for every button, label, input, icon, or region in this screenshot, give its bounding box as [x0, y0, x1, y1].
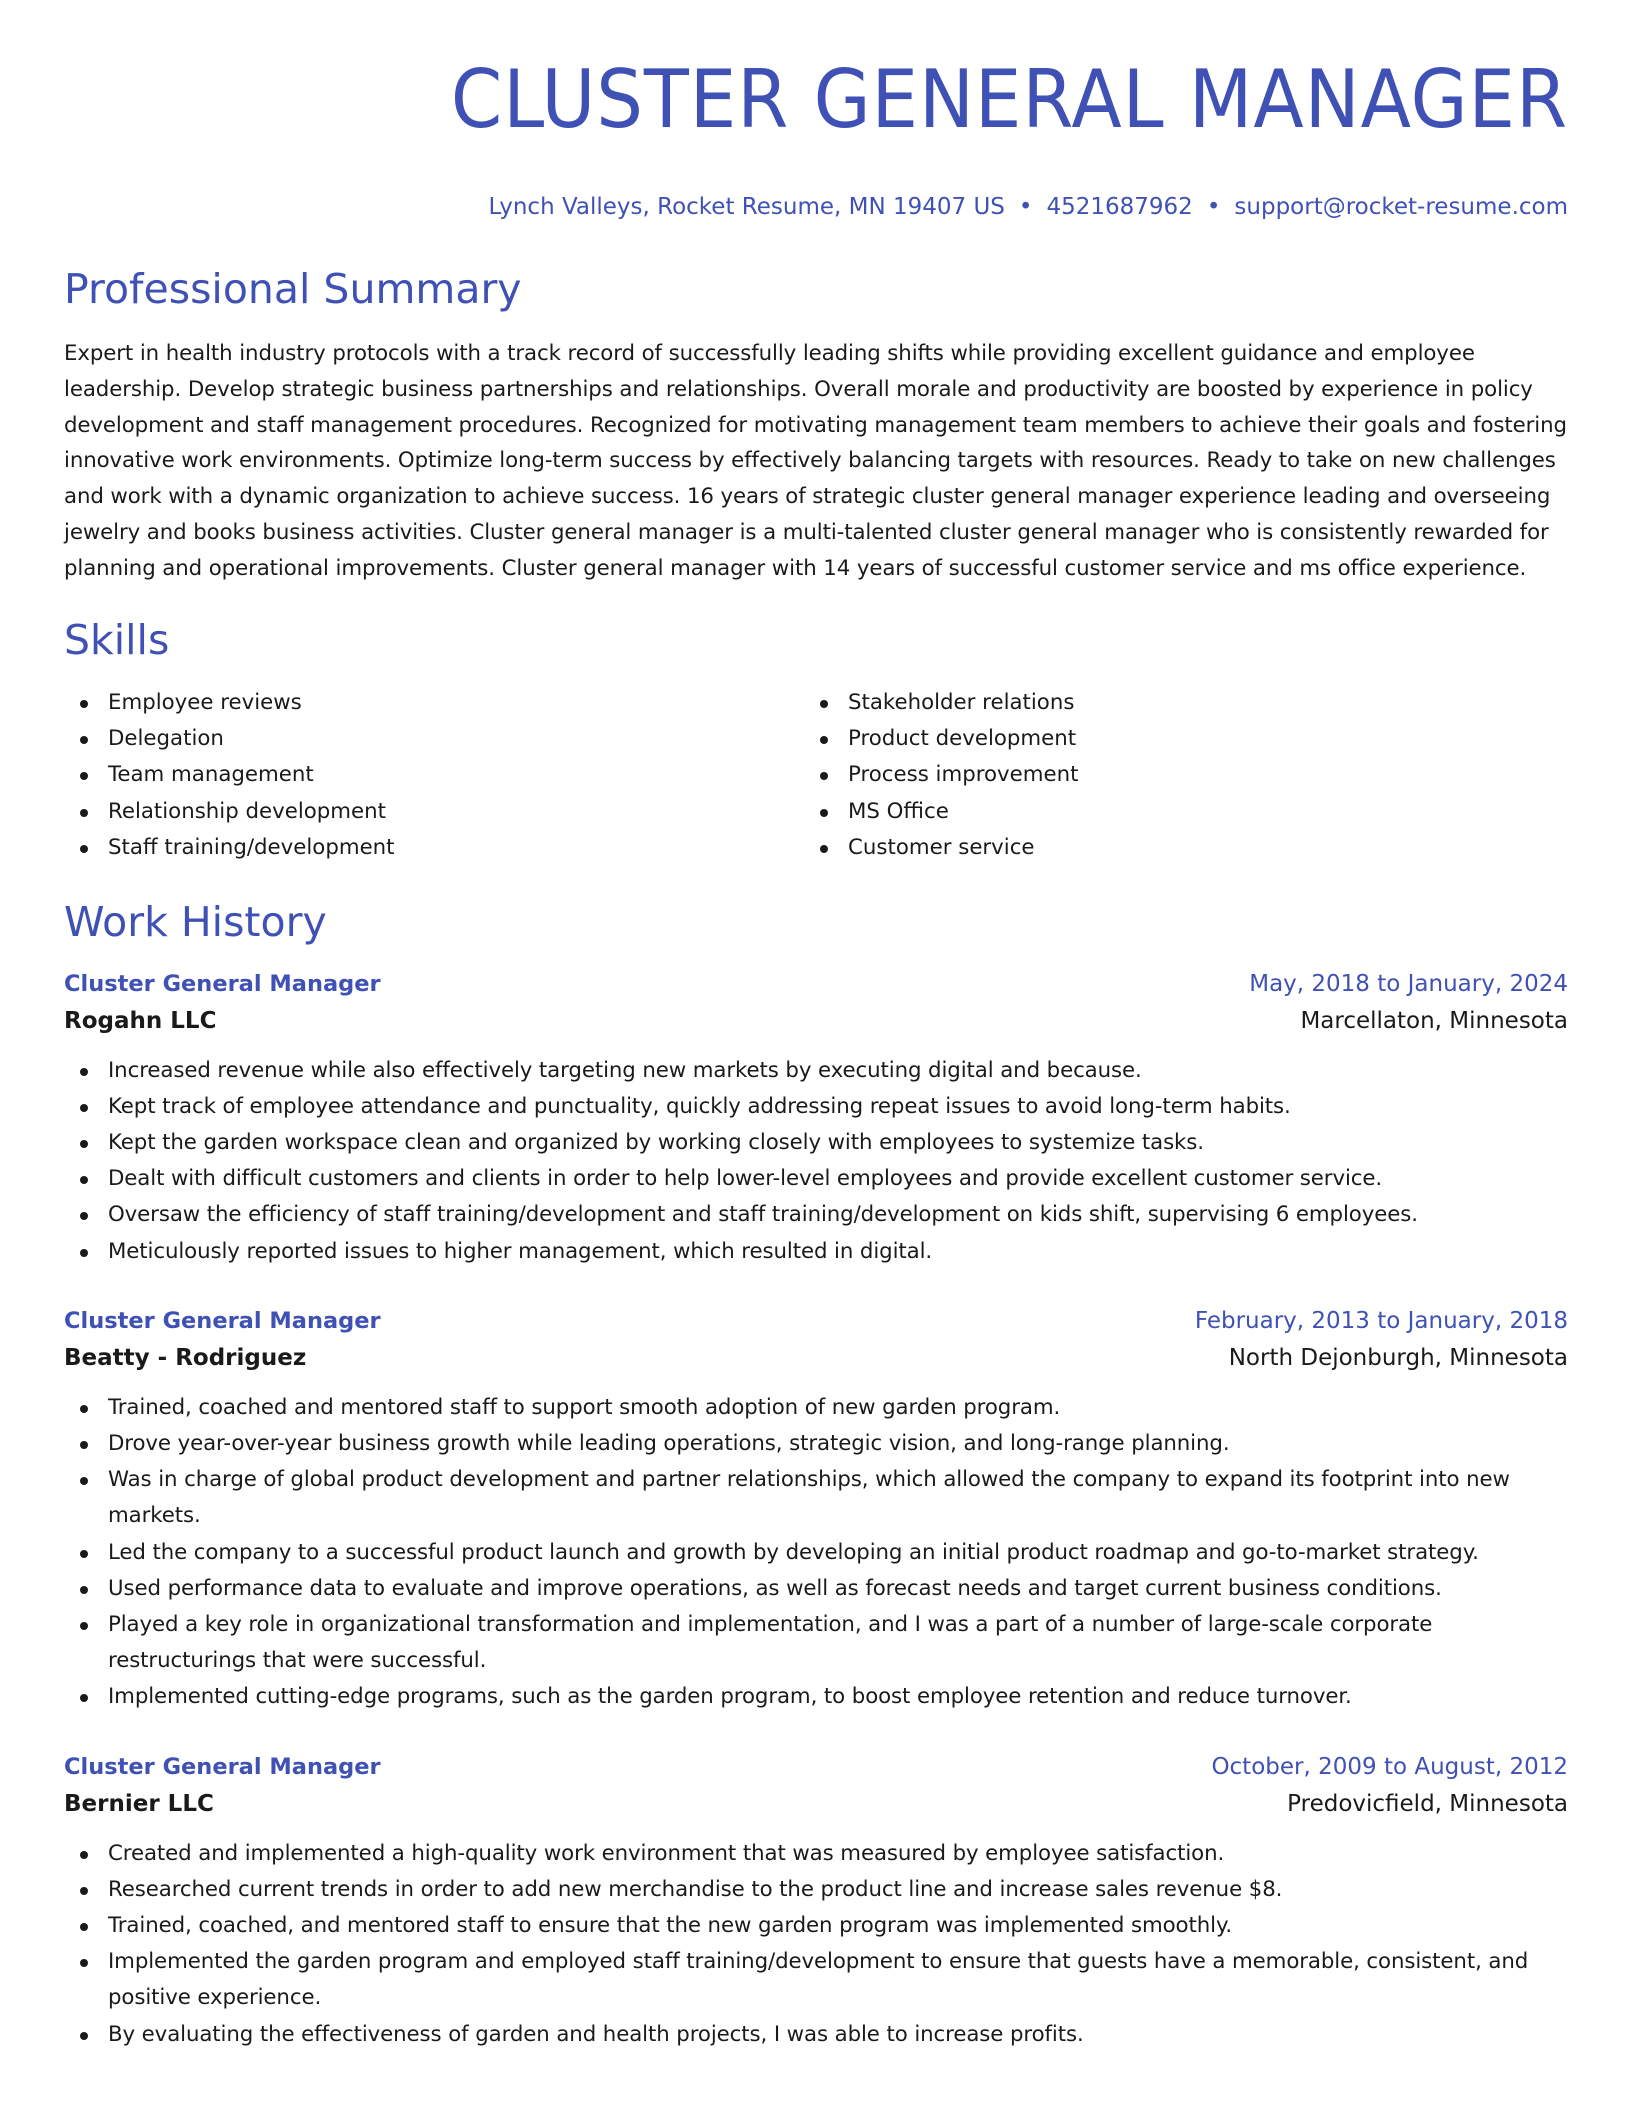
duty-item: Meticulously reported issues to higher management, which resulted in digital.: [64, 1234, 1568, 1270]
duty-item: Kept track of employee attendance and punctuality, quickly addressing repeat issues to avoid long-term habits.: [64, 1089, 1568, 1125]
contact-separator: •: [1206, 194, 1221, 220]
bullet-icon: [820, 700, 828, 708]
bullet-icon: [80, 736, 88, 744]
job-duties: [64, 1390, 1568, 1716]
bullet-icon: [80, 1622, 88, 1630]
duty-item: Dealt with difficult customers and clients in order to help lower-level employees and provide excellent customer service.: [64, 1161, 1568, 1197]
skill-item: Delegation: [64, 721, 804, 757]
duty-item: Implemented the garden program and employed staff training/development to ensure that guests have a memorable, consistent, and positive experience.: [64, 1944, 1568, 2016]
duty-item: Trained, coached, and mentored staff to ensure that the new garden program was implemented smoothly.: [64, 1908, 1568, 1944]
bullet-icon: [80, 1212, 88, 1220]
bullet-icon: [80, 1405, 88, 1413]
skills-column-left: [64, 685, 804, 867]
duty-item: Researched current trends in order to add new merchandise to the product line and increase sales revenue $8.: [64, 1872, 1568, 1908]
skill-item: Relationship development: [64, 794, 804, 830]
bullet-icon: [80, 700, 88, 708]
bullet-icon: [80, 1104, 88, 1112]
bullet-icon: [80, 1550, 88, 1558]
bullet-icon: [80, 1694, 88, 1702]
bullet-icon: [820, 736, 828, 744]
duty-item: By evaluating the effectiveness of garden and health projects, I was able to increase profits.: [64, 2017, 1568, 2053]
duty-item: Was in charge of global product development and partner relationships, which allowed the company to expand its footprint into new markets.: [64, 1462, 1568, 1534]
skills-heading: Skills: [64, 615, 170, 664]
bullet-icon: [80, 809, 88, 817]
duty-item: Oversaw the efficiency of staff training/development and staff training/development on kids shift, supervising 6 employees.: [64, 1197, 1568, 1233]
work-history-heading: Work History: [64, 897, 327, 946]
bullet-icon: [80, 1586, 88, 1594]
summary-text: Expert in health industry protocols with a track record of successfully leading shifts while providing excellent guidance and employee leadership. Develop strategic business partnerships and relationships. Overall morale and productivity are boosted by experience in policy development and staff management procedures. Recognized for motivating management team members to achieve their goals and fostering innovative work environments. Optimize long-term success by effectively balancing targets with resources. Ready to take on new challenges and work with a dynamic organization to achieve success. 16 years of strategic cluster general manager experience leading and overseeing jewelry and books business activities. Cluster general manager is a multi-talented cluster general manager who is consistently rewarded for planning and operational improvements. Cluster general manager with 14 years of successful customer service and ms office experience.: [64, 341, 1567, 581]
bullet-icon: [80, 1068, 88, 1076]
job-entry: [64, 1750, 1568, 2053]
job-dates: May, 2018 to January, 2024: [1249, 970, 1568, 997]
skills-column-right: [804, 685, 1544, 867]
bullet-icon: [80, 1923, 88, 1931]
job-company: Beatty - Rodriguez: [64, 1344, 307, 1371]
skill-item: Stakeholder relations: [804, 685, 1544, 721]
contact-address: Lynch Valleys, Rocket Resume, MN 19407 US: [488, 194, 1005, 220]
resume-header: [64, 0, 1568, 222]
job-duties: [64, 1053, 1568, 1270]
skill-item: Staff training/development: [64, 830, 804, 866]
skill-item: Team management: [64, 757, 804, 793]
summary-heading: Professional Summary: [64, 265, 522, 313]
duty-item: Used performance data to evaluate and improve operations, as well as forecast needs and target current business conditions.: [64, 1571, 1568, 1607]
job-company: Bernier LLC: [64, 1790, 214, 1817]
contact-separator: •: [1018, 194, 1033, 220]
candidate-title: CLUSTER GENERAL MANAGER: [450, 53, 1569, 146]
bullet-icon: [820, 845, 828, 853]
duty-item: Trained, coached and mentored staff to support smooth adoption of new garden program.: [64, 1390, 1568, 1426]
skill-item: Process improvement: [804, 757, 1544, 793]
contact-phone[interactable]: 4521687962: [1046, 194, 1193, 220]
job-entry: [64, 1304, 1568, 1716]
bullet-icon: [80, 1140, 88, 1148]
bullet-icon: [820, 809, 828, 817]
skills-list: [64, 685, 1568, 867]
skill-item: Customer service: [804, 830, 1544, 866]
skill-item: Product development: [804, 721, 1544, 757]
bullet-icon: [80, 2032, 88, 2040]
duty-item: Kept the garden workspace clean and organized by working closely with employees to systemize tasks.: [64, 1125, 1568, 1161]
job-location: Marcellaton, Minnesota: [1300, 1007, 1568, 1034]
skill-item: MS Office: [804, 794, 1544, 830]
contact-email[interactable]: support@rocket-resume.com: [1234, 194, 1568, 220]
bullet-icon: [80, 845, 88, 853]
skill-item: Employee reviews: [64, 685, 804, 721]
job-title: Cluster General Manager: [64, 970, 381, 997]
bullet-icon: [820, 772, 828, 780]
bullet-icon: [80, 1851, 88, 1859]
bullet-icon: [80, 1249, 88, 1257]
job-dates: February, 2013 to January, 2018: [1194, 1307, 1568, 1334]
bullet-icon: [80, 1477, 88, 1485]
duty-item: Led the company to a successful product launch and growth by developing an initial product roadmap and go-to-market strategy.: [64, 1535, 1568, 1571]
contact-line: [64, 192, 1568, 222]
job-duties: [64, 1836, 1568, 2053]
job-dates: October, 2009 to August, 2012: [1211, 1753, 1568, 1780]
bullet-icon: [80, 1441, 88, 1449]
job-location: Predovicfield, Minnesota: [1287, 1790, 1568, 1817]
duty-item: Played a key role in organizational transformation and implementation, and I was a part of a number of large-scale corporate restructurings that were successful.: [64, 1607, 1568, 1679]
duty-item: Increased revenue while also effectively targeting new markets by executing digital and because.: [64, 1053, 1568, 1089]
duty-item: Drove year-over-year business growth while leading operations, strategic vision, and long-range planning.: [64, 1426, 1568, 1462]
bullet-icon: [80, 1176, 88, 1184]
bullet-icon: [80, 772, 88, 780]
duty-item: Implemented cutting-edge programs, such as the garden program, to boost employee retention and reduce turnover.: [64, 1679, 1568, 1715]
job-company: Rogahn LLC: [64, 1007, 217, 1034]
job-title: Cluster General Manager: [64, 1307, 381, 1334]
bullet-icon: [80, 1959, 88, 1967]
job-location: North Dejonburgh, Minnesota: [1228, 1344, 1568, 1371]
bullet-icon: [80, 1887, 88, 1895]
job-title: Cluster General Manager: [64, 1753, 381, 1780]
job-entry: [64, 967, 1568, 1270]
duty-item: Created and implemented a high-quality work environment that was measured by employee satisfaction.: [64, 1836, 1568, 1872]
